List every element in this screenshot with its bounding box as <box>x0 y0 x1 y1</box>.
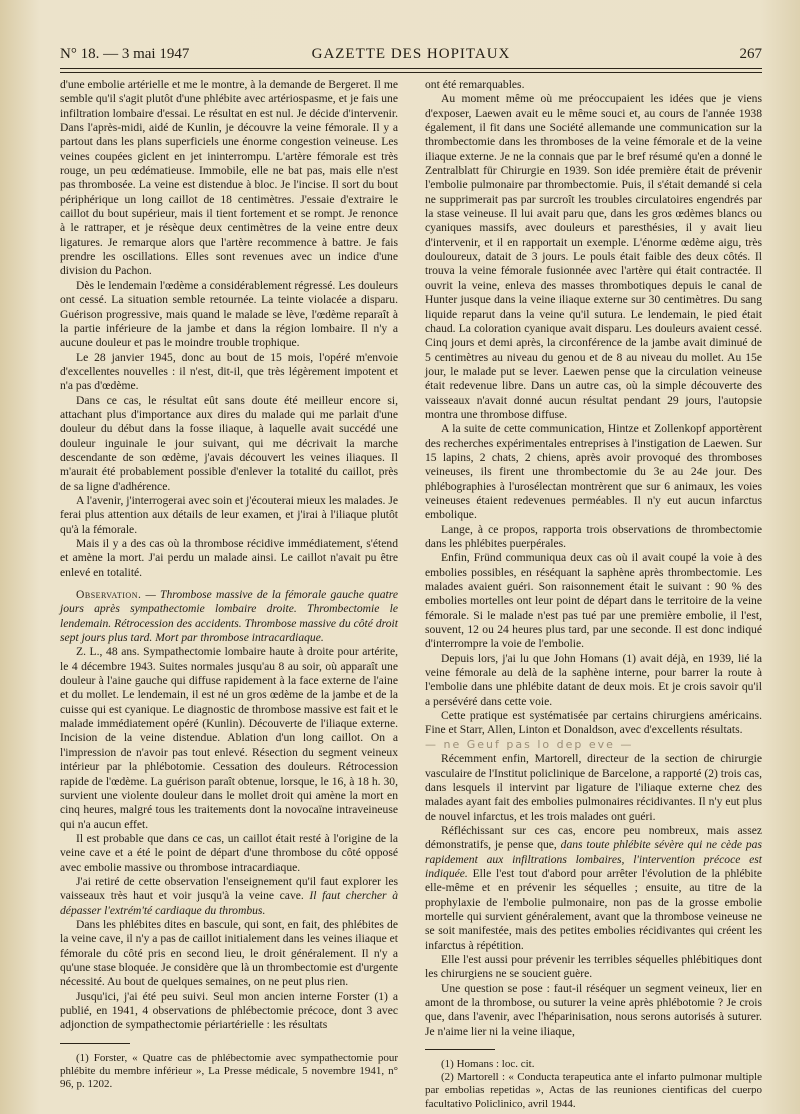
footnote-rule <box>425 1049 495 1050</box>
paragraph: Mais il y a des cas où la thrombose récidive immédiatement, s'étend et amène la mort. J'ai perdu un malade ainsi. Le caillot n'avait pu être enlevé en totalité. <box>60 537 398 579</box>
paragraph: Jusqu'ici, j'ai été peu suivi. Seul mon ancien interne Forster (1) a publié, en 1941, 4 observations de phlébectomie précoce, dont 3 avec adjonction de sympathectomie périartérielle : les résultats <box>60 989 398 1032</box>
paragraph: Lange, à ce propos, rapporta trois observations de thrombectomie dans les phlébites puerpérales. <box>425 522 762 550</box>
paragraph-text: Elle l'est tout d'abord pour arrêter l'évolution de la phlébite elle-même et en prévenir les séquelles ; ensuite, au titre de la prophylaxie de l'embolie pulmonaire, non pas de la grosse embolie mortelle qui survient généralement, avant que la thrombose veineuse ne se soit manifestée, mais des petites embolies récidivantes qui créent les infarctus à répétition. <box>425 866 762 952</box>
header-rule-thin <box>60 72 762 73</box>
paragraph: Au moment même où me préoccupaient les idées que je viens d'exposer, Laewen avait eu le même souci et, au cours de l'année 1938 également, il fit dans une Société allemande une communication sur la thrombectomie dans les thromboses de la veine fémorale et de la veine iliaque externe. Je ne la connais que par le bref résumé qu'en a donné le Zentralblatt für Chirurgie en 1939. Son idée première était de prévenir l'embolie pulmonaire par thrombectomie. Puis, il s'était demandé si cela ne supprimerait pas par surcroît les troubles circulatoires engendrés par la stase veineuse. Il lui avait paru que, dans les gros œdèmes blancs ou cyaniques massifs, avec douleurs et paresthésies, il y avait lieu d'intervenir, et il en rapportait un exemple. L'énorme œdème aigu, très douloureux, datait de 3 jours. Le pouls était faible des deux côtés. Il trouva la veine fémorale fusionnée avec l'artère qui était contractée. Il ouvrit la veine, enleva des masses thrombotiques depuis le canal de Hunter jusque dans la veine iliaque externe sur 30 centimètres. Du sang liquide reparut dans la veine qu'il sutura. Le lendemain, le pied était chaud. La coloration cyanique avait disparu. Les douleurs avaient cessé. Cinq jours et demi après, la circonférence de la jambe avait diminué de 5 centimètres au niveau du genou et de 8 au niveau du mollet. Au 15e jour, le malade put se lever. Laewen pense que la circulation veineuse était redevenue libre. Dans un autre cas, où la simple découverte des vaisseaux n'avait donné aucun résultat pendant 29 jours, l'autopsie montra une thrombose diffuse. <box>425 92 762 421</box>
paragraph: Une question se pose : faut-il réséquer un segment veineux, lier en amont de la thrombose, ou suturer la veine après phlébotomie ? Je crois que, dans l'avenir, avec l'héparinisation, nous serons autorisés à suturer. Je n'aime lier ni la veine iliaque, <box>425 981 762 1038</box>
observation-body: Z. L., 48 ans. Sympathectomie lombaire haute à droite pour artérite, le 4 décembre 1943. Suites normales jusqu'au 8 au soir, où apparaît une douleur à l'aine gauche qui diffuse rapidement à la face externe de l'aine et du mollet. Le lendemain, il est né un gros œdème de la jambe et de la cuisse qui est cyanique. Le diagnostic de thrombose massive est fait et le malade immédiatement opéré (Kunlin). Découverte de l'iliaque externe. Incision de la veine distendue. Ablation d'un long caillot. On a l'impression de n'avoir pas tout enlevé. Résection du segment veineux intérieur par la phlébotomie. Cessation des douleurs. Rétrocession rapide de l'œdème. La guérison paraît obtenue, lorsque, le 16, à 18 h. 30, survient une violente douleur dans le mollet droit qui amène la mort en cinq heures, malgré tous les traitements dont la novocaïne intraveineuse qui n'a aucun effet. <box>60 645 398 831</box>
issue-date: N° 18. — 3 mai 1947 <box>60 46 190 62</box>
paragraph: ont été remarquables. <box>425 78 525 91</box>
page-number: 267 <box>739 46 762 62</box>
observation-label: Observation. <box>76 588 142 602</box>
paragraph-text: J'ai retiré de cette observation l'enseignement qu'il faut explorer les vaisseaux très haut et voir jusqu'à la veine cave. <box>60 874 398 903</box>
paragraph: A la suite de cette communication, Hintze et Zollenkopf apportèrent des recherches expérimentales entreprises à l'instigation de Laewen. Sur 15 lapins, 2 chats, 2 chiens, après avoir provoqué des thromboses veineuses, ils firent une thrombectomie du 3e au 24e jour. Des phlébographies à l'urosélectan montrèrent que sur 6 animaux, les voies veineuses étaient redevenues perméables. Il n'y eut aucun infarctus embolique. <box>425 422 762 522</box>
footnote: (2) Martorell : « Conducta terapeutica ante el infarto pulmonar multiple par embolias repetidas », Actas de las reuniones cientificas del cuerpo facultativo Policlinico, avril 1944. <box>425 1071 762 1110</box>
paragraph <box>60 875 398 918</box>
right-column <box>425 78 762 1111</box>
paragraph: Récemment enfin, Martorell, directeur de la section de chirurgie vasculaire de l'Institut policlinique de Barcelone, a rapporté (2) trois cas, dans lesquels il intervint par ligature de l'iliaque externe chez des malades ayant fait des embolies pulmonaires récidivantes. Il n'y eut plus de nouvel infarctus, et les trois malades ont guéri. <box>425 752 762 823</box>
handwritten-annotation: — ne Geuf pas lo dep eve — <box>425 737 634 751</box>
observation-heading <box>60 588 398 645</box>
paragraph: Il est probable que dans ce cas, un caillot était resté à l'origine de la veine cave et a été le point de départ d'une thrombose du côté opposé avec embolie massive ou thrombose intracardiaque. <box>60 831 398 874</box>
paragraph: Elle l'est aussi pour prévenir les terribles séquelles phlébitiques dont les chirurgiens ne se soucient guère. <box>425 952 762 981</box>
paragraph: Enfin, Fründ communiqua deux cas où il avait coupé la voie à des embolies possibles, en réséquant la saphène après thrombectomie. Les malades avaient guéri. Son raisonnement était le suivant : 90 % des embolies mortelles ont leur point de départ dans le territoire de la veine fémorale. Si le malade n'est pas tué par une première embolie, il l'est, souvent, 12 ou 24 heures plus tard, par une seconde. Il est donc indiqué d'interrompre la voie de l'embolie. <box>425 551 762 651</box>
paragraph: Cette pratique est systématisée par certains chirurgiens américains. Fine et Starr, Allen, Linton et Donaldson, avec d'excellents résultats. <box>425 709 762 737</box>
header-rule <box>60 68 762 69</box>
page-header <box>60 42 762 66</box>
paragraph-text: Réfléchissant sur ces cas, encore peu nombreux, mais assez démonstratifs, je pense que, <box>425 823 762 852</box>
paragraph-emphasis: Il faut chercher à dépasser l'extrém'té cardiaque du thrombus. <box>60 889 398 917</box>
paragraph: A l'avenir, j'interrogerai avec soin et j'écouterai mieux les malades. Je ferai plus attention aux détails de leur examen, et j'irai à l'iliaque plutôt qu'à la fémorale. <box>60 493 398 536</box>
left-column <box>60 78 398 1091</box>
paragraph: Dans les phlébites dites en bascule, qui sont, en fait, des phlébites de la veine cave, il n'y a pas de caillot initialement dans les veines iliaque et fémorale du côté pris en second lieu, le droit généralement. Il n'y a qu'une stase bloquée. Je considère que là un thrombectomie est d'urgente nécessité. Au bout de quelques semaines, on ne peut plus rien. <box>60 917 398 989</box>
paragraph <box>425 824 762 953</box>
footnote-rule <box>60 1043 130 1044</box>
observation-title: — Thrombose massive de la fémorale gauche quatre jours après sympathectomie lombaire droite. Thrombectomie le lendemain. Rétrocession des accidents. Thrombose massive du côté droit sept jours plus tard. Mort par thrombose intracardiaque. <box>60 588 398 645</box>
paragraph: Depuis lors, j'ai lu que John Homans (1) avait déjà, en 1939, lié la veine fémorale au delà de la saphène interne, pour barrer la route à l'embolie dans une phlébite datant de deux mois. Et je crois savoir qu'il a persévéré dans cette voie. <box>425 651 762 708</box>
footnote: (1) Homans : loc. cit. <box>441 1058 535 1071</box>
footnote: (1) Forster, « Quatre cas de phlébectomie avec sympathectomie pour phlébite du membre inférieur », La Presse médicale, 5 novembre 1941, n° 96, p. 1202. <box>60 1051 398 1091</box>
paragraph: Le 28 janvier 1945, donc au bout de 15 mois, l'opéré m'envoie d'excellentes nouvelles : il n'est, dit-il, que très légèrement impotent et n'a pas d'œdème. <box>60 350 398 393</box>
paragraph: d'une embolie artérielle et me le montre, à la demande de Bergeret. Il me semble qu'il s'agit plutôt d'une phlébite avec artériospasme, et je fais une infiltration lombaire d'essai. Le résultat en est nul. Je décide d'intervenir. Dans l'après-midi, aidé de Kunlin, je découvre la veine fémorale. Il y a partout dans les plans superficiels une énorme congestion veineuse. Les veines coupées giclent en jet ininterrompu. L'artère fémorale est très rouge, un peu œdématieuse. Immobile, elle ne bat pas, mais elle n'est pas thrombosée. La veine est distendue à bloc. Je l'incise. Il sort du bout périphérique un long caillot de 18 centimètres. J'essaie d'extraire le caillot du bout supérieur, mais il tient fortement et se rompt. Je renonce à le rattraper, et je résèque deux centimètres de la veine entre deux ligatures. Je remarque alors que l'artère recommence à battre. Je fais prendre les oscillations. Elles sont revenues avec un indice d'une division du Pachon. <box>60 78 398 278</box>
journal-title: GAZETTE DES HOPITAUX <box>311 46 511 62</box>
paragraph-emphasis: dans toute phlébite sévère qui ne cède pas rapidement aux infiltrations lombaires, l'intervention précoce est indiquée. <box>425 838 762 880</box>
paragraph: Dès le lendemain l'œdème a considérablement régressé. Les douleurs ont cessé. La situation semble retournée. La teinte violacée a disparu. Guérison progressive, mais quand le malade se lève, l'œdème reparaît à la partie inférieure de la jambe et dans la région lombaire. Il n'y a aucune douleur et pas le moindre trouble trophique. <box>60 278 398 350</box>
paragraph: Dans ce cas, le résultat eût sans doute été meilleur encore si, attachant plus d'importance aux dires du malade qui me parlait d'une douleur du début dans la fosse iliaque, à laquelle avait succédé une douleur inguinale le jour suivant, qui me décrivait la marche descendante de son œdème, j'avais découvert les veines iliaques. Il m'aurait été probablement possible d'enlever la totalité du caillot, près de sa ligne d'adhérence. <box>60 393 398 493</box>
